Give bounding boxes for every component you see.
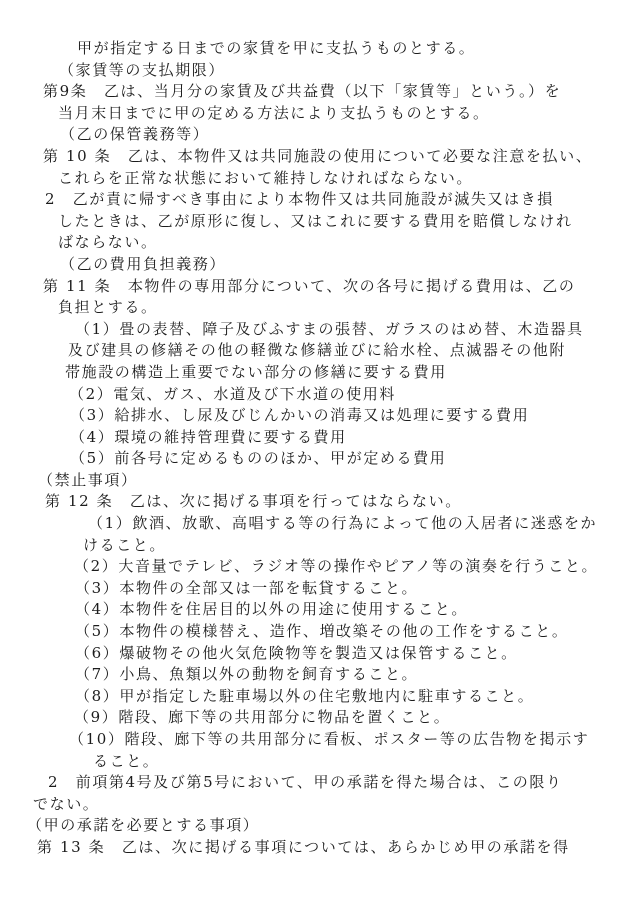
text-line: 第 11 条 本物件の専用部分について、次の各号に掲げる費用は、乙の xyxy=(43,276,576,295)
text-line: けること。 xyxy=(83,535,167,554)
text-line: （乙の費用負担義務） xyxy=(60,254,227,273)
text-line: （乙の保管義務等） xyxy=(60,125,210,144)
text-line: （10）階段、廊下等の共用部分に看板、ポスター等の広告物を掲示す xyxy=(69,730,590,748)
text-line: ること。 xyxy=(93,751,160,770)
text-line: （甲の承諾を必要とする事項） xyxy=(27,816,260,835)
text-line: （5）前各号に定めるもののほか、甲が定める費用 xyxy=(70,449,447,468)
text-line: （4）環境の維持管理費に要する費用 xyxy=(70,427,347,446)
document-body xyxy=(0,38,630,859)
text-line: 負担とする。 xyxy=(58,298,158,317)
text-line: （9）階段、廊下等の共用部分に物品を置くこと。 xyxy=(74,708,451,727)
text-line: 2 前項第4号及び第5号において、甲の承諾を得た場合は、この限り xyxy=(48,773,563,792)
text-line: （8）甲が指定した駐車場以外の住宅敷地内に駐車すること。 xyxy=(75,686,535,705)
text-line: （家賃等の支払期限） xyxy=(59,60,226,79)
text-line: （3）給排水、し尿及びじんかいの消毒又は処理に要する費用 xyxy=(70,406,530,425)
text-line: （3）本物件の全部又は一部を転貸すること。 xyxy=(75,578,419,597)
text-line: ばならない。 xyxy=(58,233,158,252)
text-line: 2 乙が責に帰すべき事由により本物件又は共同施設が滅失又はき損 xyxy=(45,190,554,209)
text-line: 甲が指定する日までの家賃を甲に支払うものとする。 xyxy=(77,39,476,57)
text-line: でない。 xyxy=(33,794,100,813)
text-line: 第 12 条 乙は、次に掲げる事項を行ってはならない。 xyxy=(45,492,462,511)
text-line: 当月末日までに甲の定める方法により支払うものとする。 xyxy=(58,103,490,122)
text-line: 第 13 条 乙は、次に掲げる事項については、あらかじめ甲の承諾を得 xyxy=(37,837,570,856)
text-line: （6）爆破物その他火気危険物等を製造又は保管すること。 xyxy=(75,643,518,662)
text-line: 第9条 乙は、当月分の家賃及び共益費（以下「家賃等」という。）を xyxy=(43,82,562,101)
text-line: （2）大音量でテレビ、ラジオ等の操作やピアノ等の演奏を行うこと。 xyxy=(74,557,599,576)
text-line: （5）本物件の模様替え、造作、増改築その他の工作をすること。 xyxy=(75,622,569,641)
text-line: （7）小鳥、魚類以外の動物を飼育すること。 xyxy=(75,665,419,684)
text-line: 帯施設の構造上重要でない部分の修繕に要する費用 xyxy=(65,362,447,381)
text-line: 及び建具の修繕その他の軽微な修繕並びに給水栓、点滅器その他附 xyxy=(68,341,567,360)
text-line: （禁止事項） xyxy=(38,470,138,489)
text-line: 第 10 条 乙は、本物件又は共同施設の使用について必要な注意を払い、 xyxy=(43,146,593,165)
text-line: これらを正常な状態において維持しなければならない。 xyxy=(58,168,474,187)
text-line: （1）畳の表替、障子及びふすまの張替、ガラスのはめ替、木造器具 xyxy=(75,319,584,338)
text-line: したときは、乙が原形に復し、又はこれに要する費用を賠償しなけれ xyxy=(58,211,573,230)
text-line: （1）飲酒、放歌、高唱する等の行為によって他の入居者に迷惑をか xyxy=(88,514,598,533)
text-line: （4）本物件を住居目的以外の用途に使用すること。 xyxy=(75,600,468,619)
text-line: （2）電気、ガス、水道及び下水道の使用料 xyxy=(69,384,396,403)
